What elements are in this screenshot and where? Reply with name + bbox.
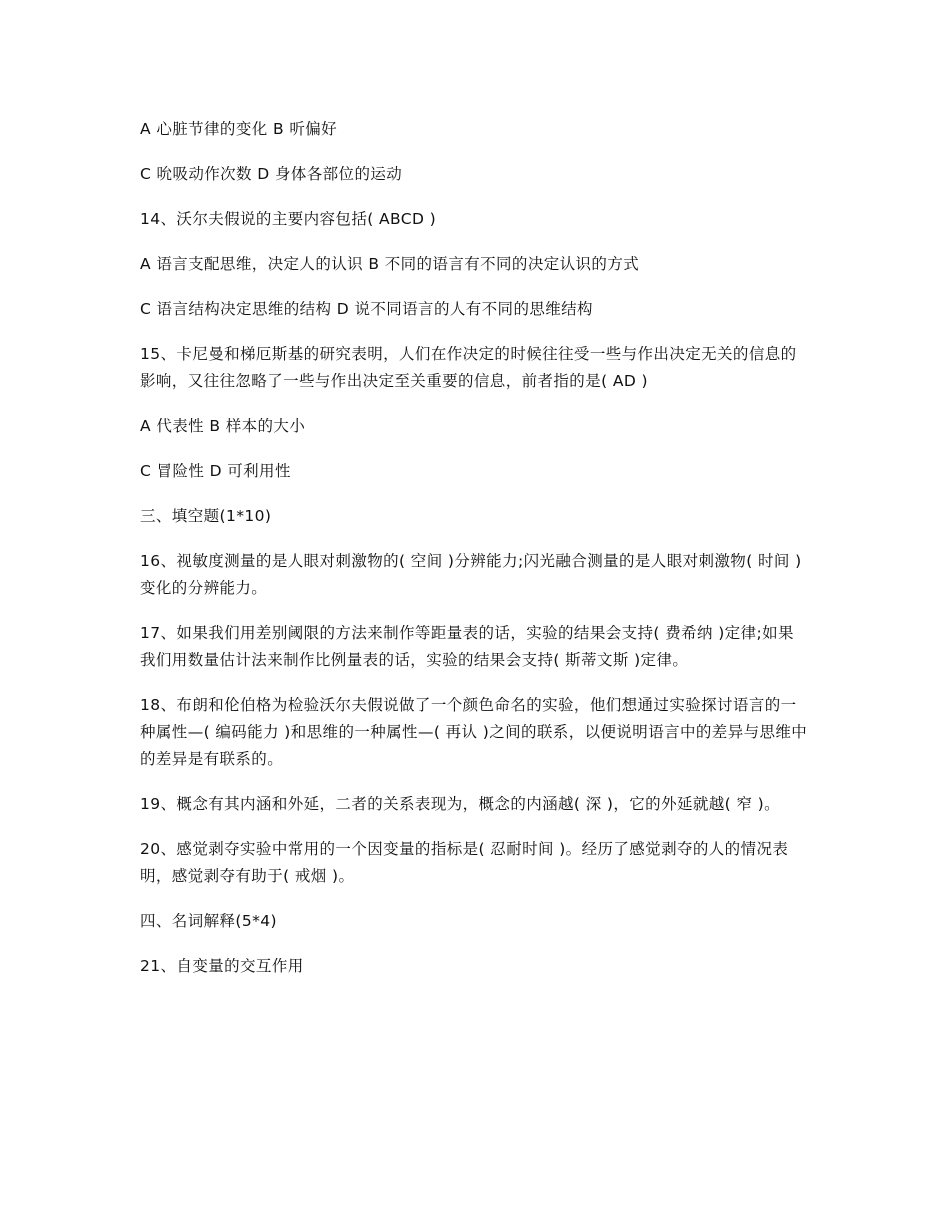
- section-heading-term-definition: 四、名词解释(5*4): [140, 912, 277, 930]
- option-line: C 冒险性 D 可利用性: [140, 462, 291, 480]
- question-17: 17、如果我们用差别阈限的方法来制作等距量表的话，实验的结果会支持( 费希纳 )定律;如果我们用数量估计法来制作比例量表的话，实验的结果会支持( 斯蒂文斯 )定律。: [140, 624, 794, 669]
- option-line: C 语言结构决定思维的结构 D 说不同语言的人有不同的思维结构: [140, 300, 593, 318]
- option-line: A 心脏节律的变化 B 听偏好: [140, 120, 338, 138]
- option-line: C 吮吸动作次数 D 身体各部位的运动: [140, 165, 403, 183]
- question-21: 21、自变量的交互作用: [140, 957, 304, 975]
- question-20: 20、感觉剥夺实验中常用的一个因变量的指标是( 忍耐时间 )。经历了感觉剥夺的人的情况表明，感觉剥夺有助于( 戒烟 )。: [140, 840, 789, 885]
- question-18: 18、布朗和伦伯格为检验沃尔夫假说做了一个颜色命名的实验，他们想通过实验探讨语言的一种属性—( 编码能力 )和思维的一种属性—( 再认 )之间的联系，以便说明语言中的差异与思维中的差异是有联系的。: [140, 696, 808, 768]
- section-heading-fill-in: 三、填空题(1*10): [140, 507, 272, 525]
- question-14: 14、沃尔夫假说的主要内容包括( ABCD ): [140, 210, 437, 228]
- question-19: 19、概念有其内涵和外延，二者的关系表现为，概念的内涵越( 深 )，它的外延就越( 窄 )。: [140, 795, 781, 813]
- document-body: [140, 116, 808, 980]
- question-15: 15、卡尼曼和梯厄斯基的研究表明，人们在作决定的时候往往受一些与作出决定无关的信息的影响，又往往忽略了一些与作出决定至关重要的信息，前者指的是( AD ): [140, 345, 797, 390]
- option-line: A 代表性 B 样本的大小: [140, 417, 306, 435]
- option-line: A 语言支配思维，决定人的认识 B 不同的语言有不同的决定认识的方式: [140, 255, 640, 273]
- question-16: 16、视敏度测量的是人眼对刺激物的( 空间 )分辨能力;闪光融合测量的是人眼对刺激物( 时间 )变化的分辨能力。: [140, 552, 802, 597]
